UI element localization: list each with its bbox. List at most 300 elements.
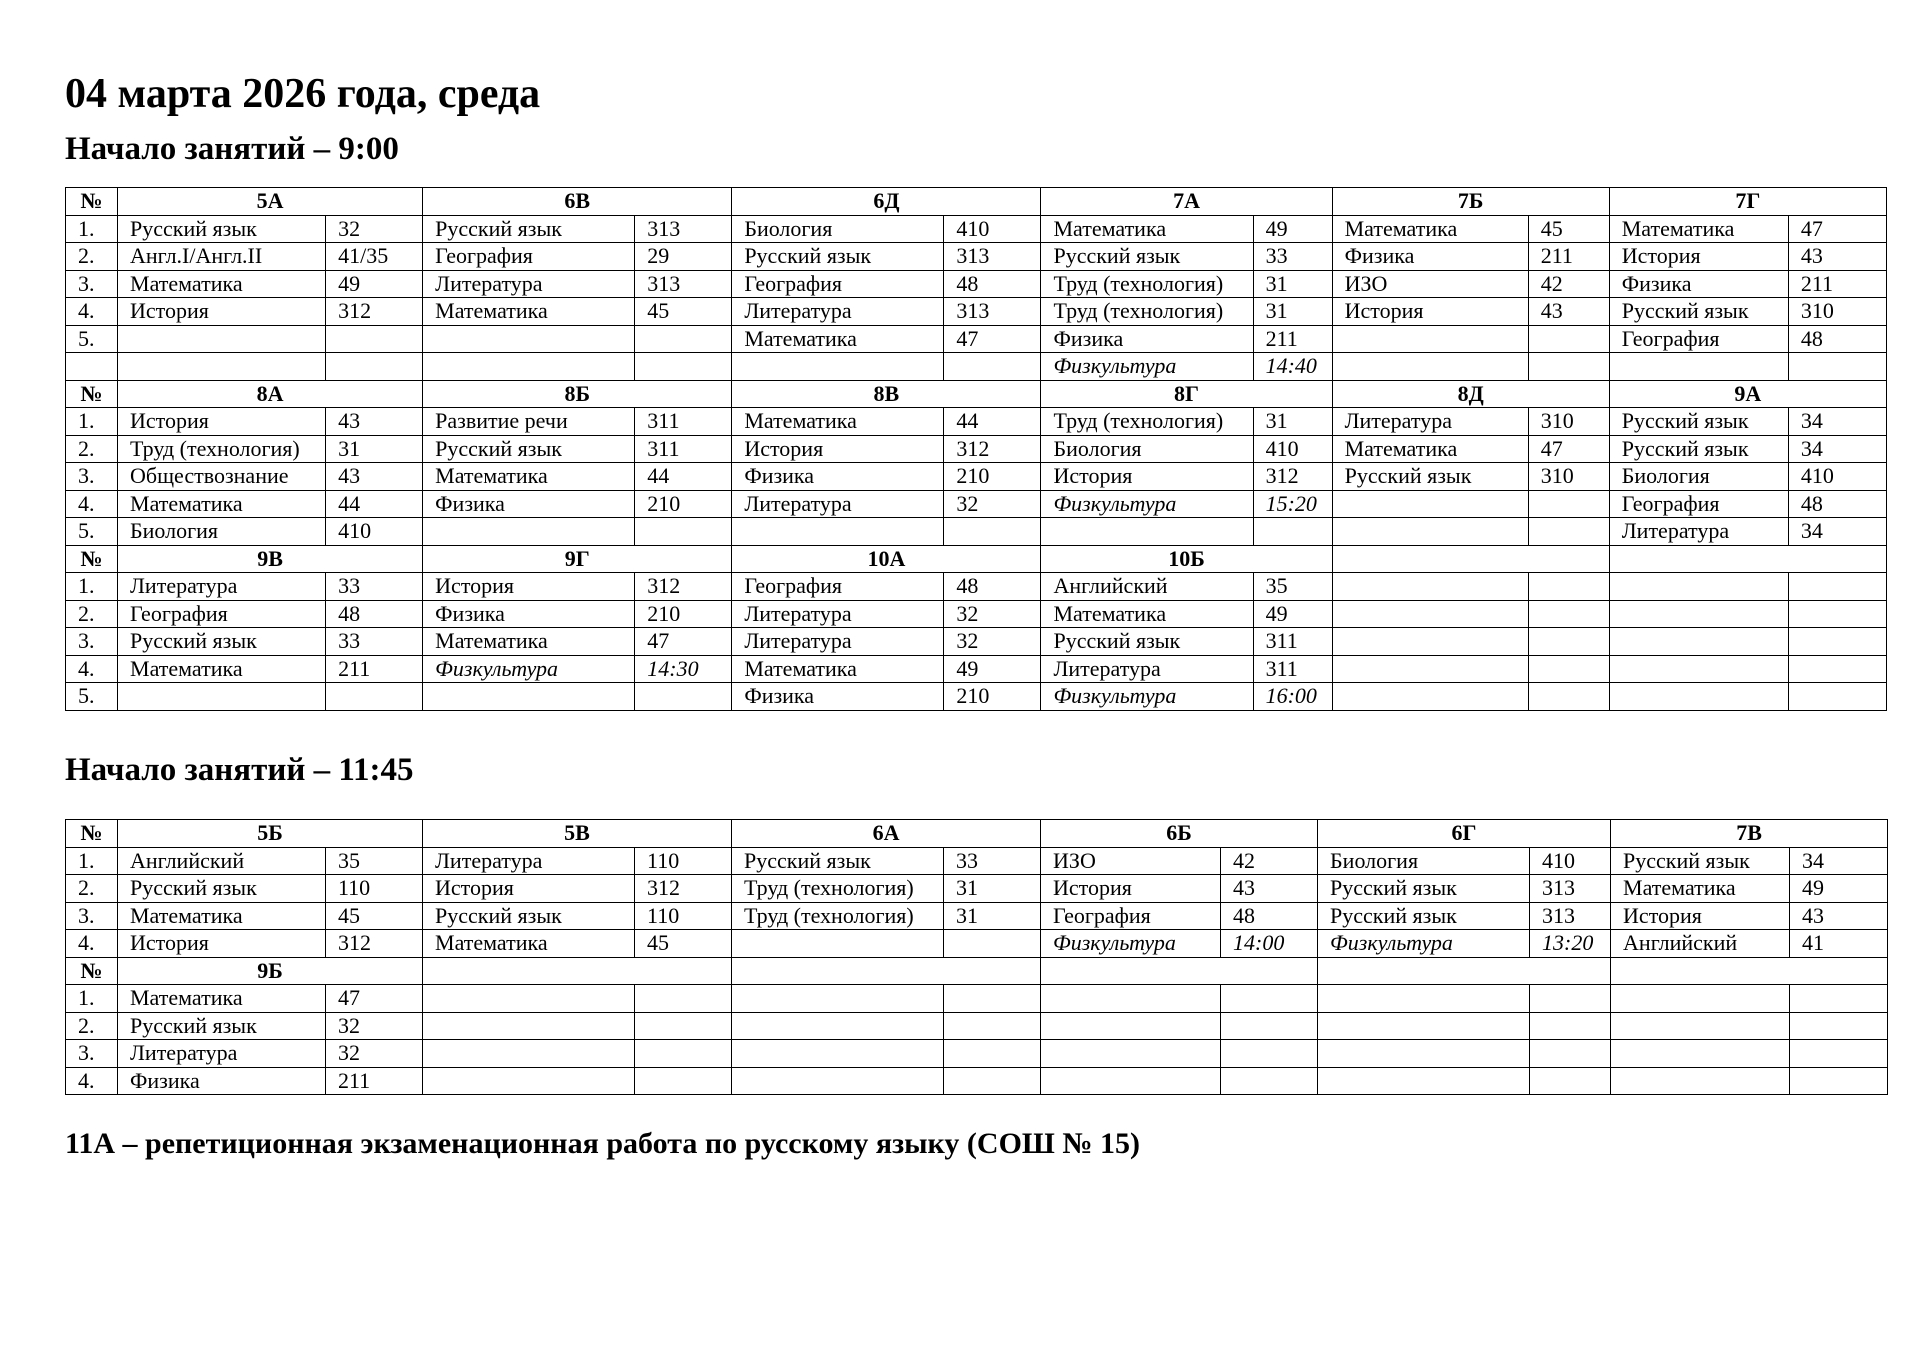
class-name-header: 8Д: [1332, 380, 1609, 408]
class-name-header: [1611, 957, 1888, 985]
lesson-row: [66, 353, 1887, 381]
pe-time-cell: 15:20: [1253, 490, 1332, 518]
room-cell: 34: [1788, 435, 1886, 463]
subject-cell: [1318, 1067, 1530, 1095]
subject-cell: Русский язык: [423, 435, 635, 463]
room-cell: 313: [635, 215, 732, 243]
class-name-header: 7Б: [1332, 188, 1609, 216]
subject-cell: Русский язык: [1318, 875, 1530, 903]
room-cell: [1788, 573, 1886, 601]
subject-cell: Математика: [118, 490, 326, 518]
room-cell: 45: [326, 902, 423, 930]
subject-cell: География: [732, 270, 944, 298]
subject-cell: Литература: [732, 490, 944, 518]
class-name-header: 10А: [732, 545, 1041, 573]
subject-cell: Труд (технология): [1041, 408, 1253, 436]
room-cell: 410: [944, 215, 1041, 243]
class-name-header: [732, 957, 1041, 985]
pe-time-cell: 13:20: [1530, 930, 1611, 958]
room-cell: 410: [1253, 435, 1332, 463]
room-cell: 312: [635, 573, 732, 601]
lesson-row: [66, 435, 1887, 463]
lesson-number: 4.: [66, 655, 118, 683]
room-cell: [1788, 655, 1886, 683]
class-name-header: 6Г: [1318, 820, 1611, 848]
room-cell: 48: [944, 573, 1041, 601]
subject-cell: [1041, 1012, 1221, 1040]
class-name-header: 9Б: [118, 957, 423, 985]
room-cell: 42: [1528, 270, 1609, 298]
subject-cell: Физкультура: [1041, 353, 1253, 381]
class-name-header: 5В: [423, 820, 732, 848]
subject-cell: Русский язык: [118, 1012, 326, 1040]
room-cell: 35: [1253, 573, 1332, 601]
room-cell: [1528, 655, 1609, 683]
room-cell: [1528, 600, 1609, 628]
class-name-header: 7Г: [1609, 188, 1886, 216]
subject-cell: Математика: [732, 655, 944, 683]
lesson-row: [66, 655, 1887, 683]
room-cell: [1788, 600, 1886, 628]
room-cell: 210: [635, 490, 732, 518]
lesson-row: [66, 215, 1887, 243]
room-cell: [944, 1040, 1041, 1068]
subject-cell: География: [732, 573, 944, 601]
subject-cell: Труд (технология): [118, 435, 326, 463]
subject-cell: География: [1041, 902, 1221, 930]
subject-cell: [1609, 628, 1788, 656]
class-name-header: [1332, 545, 1609, 573]
room-cell: 31: [1253, 270, 1332, 298]
room-cell: [944, 518, 1041, 546]
exam-note: 11А – репетиционная экзаменационная работа по русскому языку (СОШ № 15): [65, 1127, 1140, 1160]
subject-cell: [1609, 600, 1788, 628]
room-cell: 312: [1253, 463, 1332, 491]
subject-cell: [1611, 1012, 1790, 1040]
room-cell: 32: [326, 1012, 423, 1040]
room-cell: 48: [1221, 902, 1318, 930]
subject-cell: [1332, 490, 1528, 518]
room-cell: 312: [326, 930, 423, 958]
class-header-row: [66, 545, 1887, 573]
number-column-header: №: [66, 957, 118, 985]
subject-cell: Литература: [118, 1040, 326, 1068]
subject-cell: Русский язык: [732, 847, 944, 875]
lesson-row: [66, 1067, 1888, 1095]
lesson-number: 5.: [66, 683, 118, 711]
room-cell: [944, 930, 1041, 958]
room-cell: 49: [326, 270, 423, 298]
room-cell: 313: [944, 243, 1041, 271]
subject-cell: ИЗО: [1041, 847, 1221, 875]
lesson-row: [66, 985, 1888, 1013]
subject-cell: [732, 1012, 944, 1040]
class-name-header: 7А: [1041, 188, 1332, 216]
schedule-table-morning: [65, 187, 1887, 711]
class-name-header: [1041, 957, 1318, 985]
lesson-row: [66, 463, 1887, 491]
lesson-number: 2.: [66, 243, 118, 271]
schedule-table-afternoon: [65, 819, 1888, 1095]
class-name-header: 9А: [1609, 380, 1886, 408]
subject-cell: Математика: [732, 408, 944, 436]
room-cell: [635, 1040, 732, 1068]
subject-cell: [423, 1040, 635, 1068]
room-cell: 49: [1253, 215, 1332, 243]
subject-cell: [423, 985, 635, 1013]
subject-cell: [1611, 1040, 1790, 1068]
pe-time-cell: 14:40: [1253, 353, 1332, 381]
subject-cell: [732, 1040, 944, 1068]
subject-cell: Русский язык: [118, 215, 326, 243]
subject-cell: Математика: [1332, 215, 1528, 243]
room-cell: [1788, 628, 1886, 656]
subject-cell: Биология: [118, 518, 326, 546]
subject-cell: [732, 1067, 944, 1095]
room-cell: 32: [944, 600, 1041, 628]
subject-cell: [423, 1067, 635, 1095]
subject-cell: [1041, 1067, 1221, 1095]
lesson-row: [66, 298, 1887, 326]
room-cell: 41: [1790, 930, 1888, 958]
subject-cell: Русский язык: [118, 628, 326, 656]
class-name-header: 8Б: [423, 380, 732, 408]
room-cell: 313: [944, 298, 1041, 326]
subject-cell: Русский язык: [1041, 243, 1253, 271]
room-cell: 33: [326, 628, 423, 656]
room-cell: 110: [635, 902, 732, 930]
subject-cell: Русский язык: [1332, 463, 1528, 491]
room-cell: 31: [326, 435, 423, 463]
subject-cell: История: [1611, 902, 1790, 930]
subject-cell: [1318, 1040, 1530, 1068]
room-cell: [1528, 490, 1609, 518]
subject-cell: [1609, 353, 1788, 381]
subject-cell: [1611, 985, 1790, 1013]
lesson-number: 3.: [66, 628, 118, 656]
class-name-header: [1609, 545, 1886, 573]
subject-cell: История: [423, 875, 635, 903]
class-name-header: 5А: [118, 188, 423, 216]
subject-cell: Физкультура: [1041, 490, 1253, 518]
subject-cell: [1609, 573, 1788, 601]
room-cell: [635, 518, 732, 546]
class-name-header: 8А: [118, 380, 423, 408]
room-cell: [635, 683, 732, 711]
subject-cell: [423, 683, 635, 711]
start-time-heading-2: Начало занятий – 11:45: [65, 752, 414, 788]
lesson-row: [66, 243, 1887, 271]
subject-cell: Математика: [1041, 215, 1253, 243]
room-cell: 43: [1221, 875, 1318, 903]
lesson-number: 2.: [66, 435, 118, 463]
subject-cell: [1332, 683, 1528, 711]
room-cell: [1528, 683, 1609, 711]
room-cell: 211: [1528, 243, 1609, 271]
room-cell: 313: [1530, 875, 1611, 903]
subject-cell: Литература: [732, 628, 944, 656]
subject-cell: География: [118, 600, 326, 628]
number-column-header: №: [66, 188, 118, 216]
room-cell: 110: [635, 847, 732, 875]
room-cell: 48: [326, 600, 423, 628]
subject-cell: Обществознание: [118, 463, 326, 491]
room-cell: 33: [944, 847, 1041, 875]
room-cell: 410: [1788, 463, 1886, 491]
subject-cell: [423, 353, 635, 381]
subject-cell: ИЗО: [1332, 270, 1528, 298]
lesson-number: 1.: [66, 985, 118, 1013]
subject-cell: Английский: [1041, 573, 1253, 601]
room-cell: 31: [944, 902, 1041, 930]
class-name-header: 8Г: [1041, 380, 1332, 408]
subject-cell: [1318, 985, 1530, 1013]
room-cell: [944, 353, 1041, 381]
room-cell: 312: [635, 875, 732, 903]
lesson-number: 5.: [66, 518, 118, 546]
room-cell: 311: [635, 435, 732, 463]
room-cell: 32: [944, 490, 1041, 518]
lesson-row: [66, 573, 1887, 601]
room-cell: 313: [635, 270, 732, 298]
subject-cell: Русский язык: [732, 243, 944, 271]
room-cell: 31: [1253, 298, 1332, 326]
room-cell: [1788, 353, 1886, 381]
room-cell: [1221, 1012, 1318, 1040]
start-time-heading-1: Начало занятий – 9:00: [65, 131, 399, 167]
subject-cell: География: [1609, 490, 1788, 518]
subject-cell: [1318, 1012, 1530, 1040]
room-cell: 43: [1788, 243, 1886, 271]
room-cell: [635, 1012, 732, 1040]
subject-cell: Русский язык: [1609, 298, 1788, 326]
subject-cell: Биология: [1609, 463, 1788, 491]
number-column-header: №: [66, 380, 118, 408]
subject-cell: Физика: [118, 1067, 326, 1095]
subject-cell: Литература: [1332, 408, 1528, 436]
room-cell: 410: [1530, 847, 1611, 875]
room-cell: 32: [326, 215, 423, 243]
room-cell: 43: [1790, 902, 1888, 930]
subject-cell: Русский язык: [1609, 408, 1788, 436]
room-cell: [635, 1067, 732, 1095]
subject-cell: [1041, 985, 1221, 1013]
subject-cell: [1332, 325, 1528, 353]
subject-cell: Труд (технология): [732, 902, 944, 930]
subject-cell: Математика: [1041, 600, 1253, 628]
room-cell: 41/35: [326, 243, 423, 271]
subject-cell: Математика: [1609, 215, 1788, 243]
lesson-row: [66, 930, 1888, 958]
room-cell: 34: [1790, 847, 1888, 875]
room-cell: 33: [326, 573, 423, 601]
room-cell: 43: [326, 463, 423, 491]
room-cell: 313: [1530, 902, 1611, 930]
subject-cell: Англ.I/Англ.II: [118, 243, 326, 271]
lesson-row: [66, 600, 1887, 628]
lesson-number: 5.: [66, 325, 118, 353]
room-cell: 48: [1788, 325, 1886, 353]
number-column-header: №: [66, 545, 118, 573]
class-header-row: [66, 820, 1888, 848]
subject-cell: Физкультура: [1041, 683, 1253, 711]
subject-cell: [732, 985, 944, 1013]
room-cell: [1221, 1067, 1318, 1095]
room-cell: 47: [944, 325, 1041, 353]
subject-cell: Математика: [423, 298, 635, 326]
room-cell: [1530, 985, 1611, 1013]
subject-cell: [1611, 1067, 1790, 1095]
room-cell: 310: [1788, 298, 1886, 326]
room-cell: [944, 1012, 1041, 1040]
room-cell: 47: [1528, 435, 1609, 463]
room-cell: 310: [1528, 463, 1609, 491]
lesson-row: [66, 683, 1887, 711]
class-name-header: 6Б: [1041, 820, 1318, 848]
class-name-header: [1318, 957, 1611, 985]
subject-cell: Физкультура: [423, 655, 635, 683]
room-cell: 211: [326, 1067, 423, 1095]
room-cell: [1788, 683, 1886, 711]
subject-cell: Математика: [1332, 435, 1528, 463]
room-cell: [1528, 628, 1609, 656]
room-cell: [635, 353, 732, 381]
subject-cell: Труд (технология): [732, 875, 944, 903]
lesson-number: 1.: [66, 573, 118, 601]
room-cell: [326, 683, 423, 711]
subject-cell: [118, 683, 326, 711]
subject-cell: Физика: [1332, 243, 1528, 271]
room-cell: 44: [326, 490, 423, 518]
subject-cell: Математика: [118, 985, 326, 1013]
room-cell: 45: [635, 930, 732, 958]
subject-cell: Литература: [423, 847, 635, 875]
subject-cell: [118, 325, 326, 353]
subject-cell: Математика: [118, 902, 326, 930]
room-cell: 49: [1253, 600, 1332, 628]
subject-cell: Литература: [732, 298, 944, 326]
subject-cell: [1332, 573, 1528, 601]
lesson-number: 2.: [66, 1012, 118, 1040]
lesson-number: 3.: [66, 902, 118, 930]
class-name-header: 6В: [423, 188, 732, 216]
subject-cell: Математика: [732, 325, 944, 353]
room-cell: [1221, 985, 1318, 1013]
room-cell: 311: [1253, 628, 1332, 656]
subject-cell: Физика: [732, 463, 944, 491]
subject-cell: Русский язык: [1318, 902, 1530, 930]
class-name-header: 7В: [1611, 820, 1888, 848]
pe-time-cell: 16:00: [1253, 683, 1332, 711]
subject-cell: Физика: [1041, 325, 1253, 353]
room-cell: [326, 325, 423, 353]
room-cell: 410: [326, 518, 423, 546]
subject-cell: Математика: [118, 655, 326, 683]
subject-cell: Физика: [1609, 270, 1788, 298]
subject-cell: Русский язык: [1041, 628, 1253, 656]
subject-cell: История: [423, 573, 635, 601]
room-cell: 34: [1788, 408, 1886, 436]
subject-cell: Литература: [1609, 518, 1788, 546]
room-cell: 211: [326, 655, 423, 683]
subject-cell: История: [1609, 243, 1788, 271]
lesson-number: 4.: [66, 930, 118, 958]
lesson-row: [66, 518, 1887, 546]
lesson-number: 2.: [66, 875, 118, 903]
room-cell: 47: [326, 985, 423, 1013]
class-name-header: 9В: [118, 545, 423, 573]
room-cell: 210: [944, 683, 1041, 711]
room-cell: 29: [635, 243, 732, 271]
lesson-number: 3.: [66, 1040, 118, 1068]
room-cell: 312: [944, 435, 1041, 463]
subject-cell: Труд (технология): [1041, 298, 1253, 326]
lesson-row: [66, 902, 1888, 930]
lesson-row: [66, 1040, 1888, 1068]
room-cell: 47: [635, 628, 732, 656]
subject-cell: Биология: [1041, 435, 1253, 463]
room-cell: [1790, 1067, 1888, 1095]
lesson-row: [66, 628, 1887, 656]
lesson-row: [66, 270, 1887, 298]
lesson-row: [66, 875, 1888, 903]
subject-cell: Математика: [423, 463, 635, 491]
subject-cell: Русский язык: [118, 875, 326, 903]
room-cell: 310: [1528, 408, 1609, 436]
subject-cell: [1332, 655, 1528, 683]
class-name-header: 10Б: [1041, 545, 1332, 573]
subject-cell: История: [1041, 463, 1253, 491]
room-cell: 211: [1788, 270, 1886, 298]
class-header-row: [66, 188, 1887, 216]
subject-cell: История: [1332, 298, 1528, 326]
room-cell: [635, 325, 732, 353]
room-cell: [1790, 1012, 1888, 1040]
lesson-number: 3.: [66, 270, 118, 298]
lesson-number: 4.: [66, 1067, 118, 1095]
room-cell: 42: [1221, 847, 1318, 875]
lesson-number: [66, 353, 118, 381]
subject-cell: Русский язык: [423, 215, 635, 243]
room-cell: 210: [635, 600, 732, 628]
room-cell: 33: [1253, 243, 1332, 271]
class-name-header: 5Б: [118, 820, 423, 848]
room-cell: [944, 1067, 1041, 1095]
subject-cell: Математика: [423, 930, 635, 958]
subject-cell: [1332, 628, 1528, 656]
subject-cell: [1041, 518, 1253, 546]
room-cell: [1528, 325, 1609, 353]
room-cell: [1530, 1040, 1611, 1068]
room-cell: 44: [944, 408, 1041, 436]
room-cell: 47: [1788, 215, 1886, 243]
lesson-number: 1.: [66, 847, 118, 875]
lesson-number: 1.: [66, 215, 118, 243]
room-cell: 49: [944, 655, 1041, 683]
class-name-header: 8В: [732, 380, 1041, 408]
room-cell: [1530, 1012, 1611, 1040]
subject-cell: Развитие речи: [423, 408, 635, 436]
room-cell: 32: [326, 1040, 423, 1068]
room-cell: [1790, 985, 1888, 1013]
subject-cell: История: [732, 435, 944, 463]
lesson-number: 3.: [66, 463, 118, 491]
subject-cell: [423, 325, 635, 353]
room-cell: 34: [1788, 518, 1886, 546]
subject-cell: Математика: [118, 270, 326, 298]
lesson-number: 1.: [66, 408, 118, 436]
room-cell: [326, 353, 423, 381]
